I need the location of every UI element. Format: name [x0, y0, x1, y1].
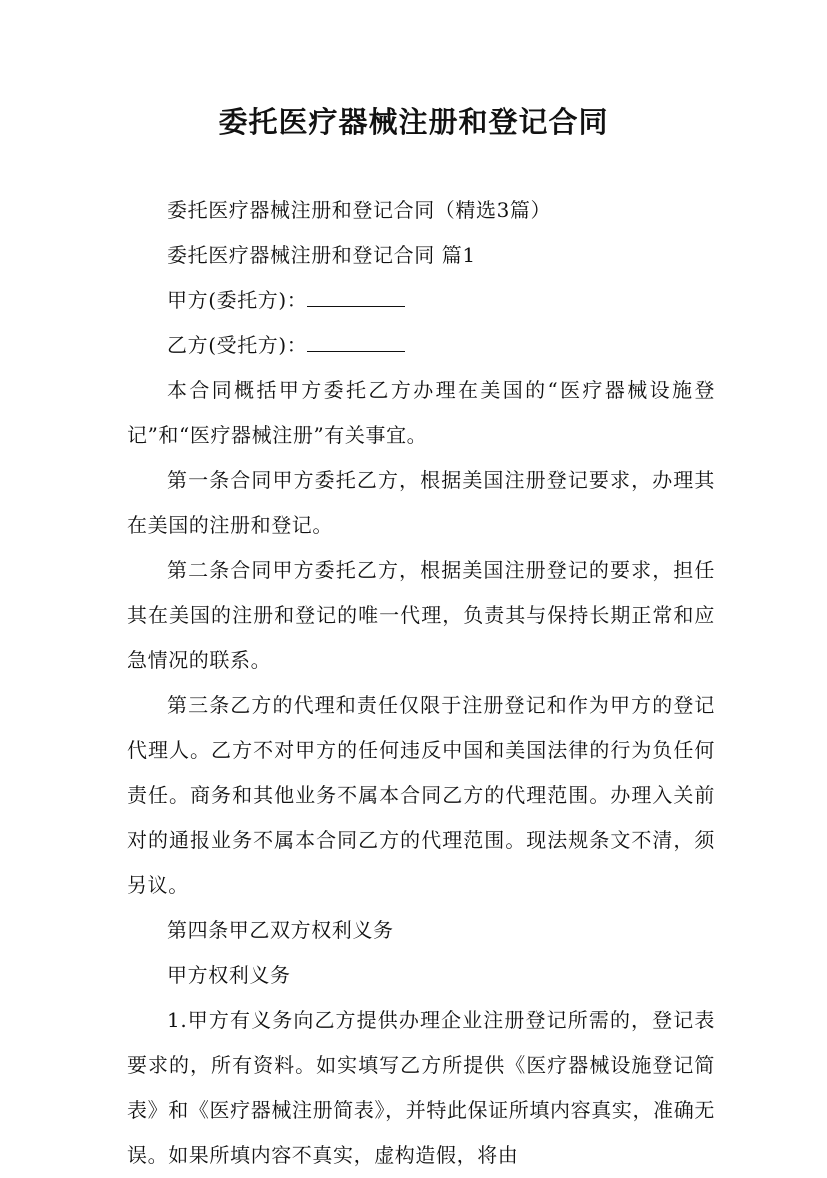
paragraph [127, 908, 715, 953]
document-body [127, 188, 715, 1178]
paragraph [127, 953, 715, 998]
party-b-label: 乙方(受托方)： [167, 333, 308, 357]
party-b-line [127, 323, 715, 368]
paragraph [127, 368, 715, 458]
paragraph [127, 683, 715, 908]
blank-fill-line [307, 333, 405, 352]
paragraph [127, 188, 715, 233]
paragraph [127, 548, 715, 683]
paragraph-text: 第一条合同甲方委托乙方，根据美国注册登记要求，办理其在美国的注册和登记。 [127, 468, 715, 537]
paragraph-text: 1.甲方有义务向乙方提供办理企业注册登记所需的，登记表要求的，所有资料。如实填写乙方所提供《医疗器械设施登记简表》和《医疗器械注册简表》，并特此保证所填内容真实，准确无误。如果所填内容不真实，虚构造假，将由 [127, 1008, 715, 1167]
paragraph-text: 第二条合同甲方委托乙方，根据美国注册登记的要求，担任其在美国的注册和登记的唯一代理，负责其与保持长期正常和应急情况的联系。 [127, 558, 715, 672]
document-title: 委托医疗器械注册和登记合同 [218, 105, 609, 139]
party-a-label: 甲方(委托方)： [167, 288, 308, 312]
blank-fill-line [307, 288, 405, 307]
paragraph-text: 委托医疗器械注册和登记合同（精选3篇） [167, 198, 552, 222]
paragraph [127, 233, 715, 278]
paragraph-text: 甲方权利义务 [167, 963, 291, 987]
paragraph-text: 第三条乙方的代理和责任仅限于注册登记和作为甲方的登记代理人。乙方不对甲方的任何违反中国和美国法律的行为负任何责任。商务和其他业务不属本合同乙方的代理范围。办理入关前对的通报业务不属本合同乙方的代理范围。现法规条文不清，须另议。 [127, 693, 715, 897]
paragraph-text: 第四条甲乙双方权利义务 [167, 918, 394, 942]
paragraph [127, 998, 715, 1178]
paragraph-text: 委托医疗器械注册和登记合同 篇1 [167, 243, 476, 267]
paragraph [127, 458, 715, 548]
party-a-line [127, 278, 715, 323]
paragraph-text: 本合同概括甲方委托乙方办理在美国的“医疗器械设施登记”和“医疗器械注册”有关事宜。 [127, 378, 715, 447]
